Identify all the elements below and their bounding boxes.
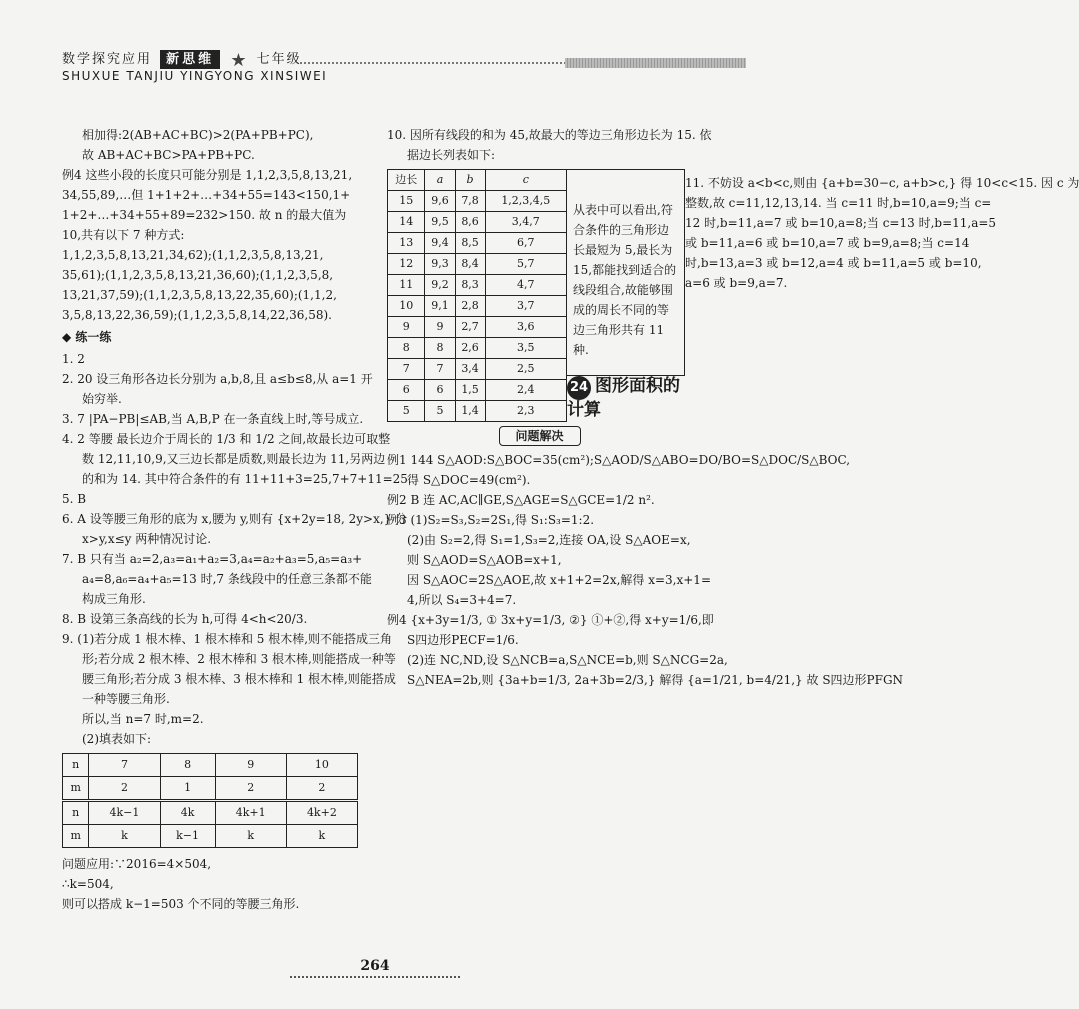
chapter-title-text: 图形面积的计算 — [567, 376, 680, 420]
table-cell: 1,2,3,4,5 — [485, 191, 566, 212]
table-header-cell: 边长 — [388, 170, 425, 191]
solution-line: 时,b=13,a=3 或 b=12,a=4 或 b=11,a=5 或 b=10, — [685, 256, 982, 270]
table-cell: 9,5 — [425, 212, 455, 233]
table-cell: 2 — [215, 777, 286, 801]
header-bar — [565, 58, 746, 68]
table-row — [388, 380, 567, 401]
solution-line: 整数,故 c=11,12,13,14. 当 c=11 时,b=10,a=9;当 c= — [685, 196, 992, 210]
grade-label: 七年级 — [256, 52, 302, 67]
text-line: 据边长列表如下: — [407, 148, 496, 162]
answer-line: 形;若分成 2 根木棒、2 根木棒和 3 根木棒,则能搭成一种等 — [82, 652, 396, 666]
table-header-cell: c — [485, 170, 566, 191]
table-header-cell: a — [425, 170, 455, 191]
table-cell: 3,4,7 — [485, 212, 566, 233]
table-cell: 5 — [425, 401, 455, 422]
table-cell: 4k+1 — [215, 801, 286, 825]
table-cell: 9 — [388, 317, 425, 338]
table-cell: 7 — [425, 359, 455, 380]
right-column — [387, 125, 1079, 690]
table-row — [388, 338, 567, 359]
table-cell: 8,3 — [455, 275, 485, 296]
table-cell: 8 — [425, 338, 455, 359]
answer-line: 9. (1)若分成 1 根木棒、1 根木棒和 5 根木棒,则不能搭成三角 — [62, 632, 393, 646]
text-line: 34,55,89,…但 1+1+2+…+34+55=143<150,1+ — [62, 188, 351, 202]
answer-line: a₄=8,a₆=a₄+a₅=13 时,7 条线段中的任意三条都不能 — [82, 572, 372, 586]
table-cell: 13 — [388, 233, 425, 254]
text-line: 例4 这些小段的长度只可能分别是 1,1,2,3,5,8,13,21, — [62, 168, 353, 182]
example-line: 则 S△AOD=S△AOB=x+1, — [407, 553, 562, 567]
table-cell: 2,7 — [455, 317, 485, 338]
example-line: 例2 B 连 AC,AC∥GE,S△AGE=S△GCE=1/2 n². — [387, 493, 655, 507]
table-row — [388, 254, 567, 275]
table-cell: k — [286, 825, 357, 848]
table-cell: n — [63, 754, 89, 777]
side-length-table — [387, 169, 567, 422]
table-cell: 10 — [286, 754, 357, 777]
answer-line: 3. 7 |PA−PB|≤AB,当 A,B,P 在一条直线上时,等号成立. — [62, 412, 364, 426]
examples-list — [387, 450, 904, 690]
text-line: 13,21,37,59);(1,1,2,3,5,8,13,22,35,60);(1,1,2, — [62, 288, 337, 302]
answer-line: 腰三角形;若分成 3 根木棒、3 根木棒和 1 根木棒,则能搭成 — [82, 672, 396, 686]
table-cell: k — [89, 825, 160, 848]
answer-line: 构成三角形. — [82, 592, 146, 606]
answer-line: 6. A 设等腰三角形的底为 x,腰为 y,则有 {x+2y=18, 2y>x,} 分 — [62, 512, 408, 526]
answer-line: 始穷举. — [82, 392, 122, 406]
page-number: 264 — [360, 958, 390, 974]
left-column — [62, 125, 412, 914]
example-line: (2)由 S₂=2,得 S₁=1,S₃=2,连接 OA,设 S△AOE=x, — [407, 533, 691, 547]
solution-line: 12 时,b=11,a=7 或 b=10,a=8;当 c=13 时,b=11,a=5 — [685, 216, 997, 230]
table-row — [63, 825, 358, 848]
table-cell: 3,6 — [485, 317, 566, 338]
table-cell: m — [63, 825, 89, 848]
table-cell: k−1 — [160, 825, 215, 848]
fill-table — [62, 753, 358, 848]
table-cell: 10 — [388, 296, 425, 317]
text-line: 问题应用:∵2016=4×504, — [62, 857, 212, 871]
text-line: 则可以搭成 k−1=503 个不同的等腰三角形. — [62, 897, 300, 911]
table-cell: 12 — [388, 254, 425, 275]
table-row — [388, 212, 567, 233]
table-note: 从表中可以看出,符合条件的三角形边长最短为 5,最长为 15,都能找到适合的线段组合,故能够围成的周长不同的等边三角形共有 11 种. — [567, 169, 685, 376]
table-cell: 2 — [89, 777, 160, 801]
text-line: 10. 因所有线段的和为 45,故最大的等边三角形边长为 15. 依 — [387, 128, 712, 142]
table-cell: 5,7 — [485, 254, 566, 275]
table-cell: 9,2 — [425, 275, 455, 296]
example-line: 例3 (1)S₂=S₃,S₂=2S₁,得 S₁:S₃=1:2. — [387, 513, 595, 527]
text-line: 10,共有以下 7 种方式: — [62, 228, 185, 242]
answer-line: 数 12,11,10,9,又三边长都是质数,则最长边为 11,另两边 — [82, 452, 386, 466]
table-cell: 14 — [388, 212, 425, 233]
answer-line: 5. B — [62, 492, 87, 506]
table-row — [388, 317, 567, 338]
table-cell: 4,7 — [485, 275, 566, 296]
answer-line: 的和为 14. 其中符合条件的有 11+11+3=25,7+7+11=25. — [82, 472, 412, 486]
answer-line: 4. 2 等腰 最长边介于周长的 1/3 和 1/2 之间,故最长边可取整 — [62, 432, 391, 446]
table-row — [63, 754, 358, 777]
table-cell: 9 — [215, 754, 286, 777]
answer-line: 8. B 设第三条高线的长为 h,可得 4<h<20/3. — [62, 612, 308, 626]
table-row — [388, 296, 567, 317]
star-icon: ★ — [230, 50, 249, 71]
series-title: 数学探究应用 — [62, 52, 153, 67]
table-row — [388, 401, 567, 422]
table-cell: 9,6 — [425, 191, 455, 212]
answer-line: 7. B 只有当 a₂=2,a₃=a₁+a₂=3,a₄=a₂+a₃=5,a₅=a₃+ — [62, 552, 363, 566]
table-cell: 7 — [89, 754, 160, 777]
table-row — [388, 275, 567, 296]
text-line: 1,1,2,3,5,8,13,21,34,62);(1,1,2,3,5,8,13,21, — [62, 248, 324, 262]
table-cell: 2,8 — [455, 296, 485, 317]
table-cell: 4k+2 — [286, 801, 357, 825]
answers-list — [62, 349, 412, 749]
answer-line: (2)填表如下: — [82, 732, 152, 746]
solution-line: 11. 不妨设 a<b<c,则由 {a+b=30−c, a+b>c,} 得 10<c<15. 因 c 为 — [685, 176, 1079, 190]
table-cell: 6,7 — [485, 233, 566, 254]
example-line: 4,所以 S₄=3+4=7. — [407, 593, 517, 607]
section-heading: ◆ 练一练 — [62, 330, 112, 344]
text-line: 35,61);(1,1,2,3,5,8,13,21,36,60);(1,1,2,3,5,8, — [62, 268, 334, 282]
text-line: 3,5,8,13,22,36,59);(1,1,2,3,5,8,14,22,36,58). — [62, 308, 332, 322]
table-cell: 8,5 — [455, 233, 485, 254]
table-cell: 6 — [425, 380, 455, 401]
table-cell: 3,7 — [485, 296, 566, 317]
table-cell: 5 — [388, 401, 425, 422]
table-cell: 8,4 — [455, 254, 485, 275]
brand-logo: 新思维 — [160, 50, 220, 69]
text-line: 1+2+…+34+55+89=232>150. 故 n 的最大值为 — [62, 208, 347, 222]
table-cell: 9 — [425, 317, 455, 338]
example-line: S△NEA=2b,则 {3a+b=1/3, 2a+3b=2/3,} 解得 {a=1/21, b=4/21,} 故 S四边形PFGN — [407, 673, 904, 687]
text-line: 故 AB+AC+BC>PA+PB+PC. — [82, 148, 255, 162]
table-cell: 2,4 — [485, 380, 566, 401]
table-cell: n — [63, 801, 89, 825]
answer-line: 1. 2 — [62, 352, 85, 366]
table-cell: 1,4 — [455, 401, 485, 422]
footer-divider — [290, 976, 460, 978]
table-row — [388, 191, 567, 212]
example-line: S四边形PECF=1/6. — [407, 633, 519, 647]
chapter-number: 24 — [567, 376, 591, 400]
table-cell: 7,8 — [455, 191, 485, 212]
table-header-row — [388, 170, 567, 191]
header-pinyin: SHUXUE TANJIU YINGYONG XINSIWEI — [62, 69, 328, 83]
example-line: 因 S△AOC=2S△AOE,故 x+1+2=2x,解得 x=3,x+1= — [407, 573, 711, 587]
table-cell: 2,6 — [455, 338, 485, 359]
example-line: 例4 {x+3y=1/3, ① 3x+y=1/3, ②} ①+②,得 x+y=1/6,即 — [387, 613, 714, 627]
table-row — [388, 359, 567, 380]
table-cell: 8 — [388, 338, 425, 359]
table-cell: 1,5 — [455, 380, 485, 401]
table-cell: 11 — [388, 275, 425, 296]
table-row — [63, 801, 358, 825]
table-cell: 8 — [160, 754, 215, 777]
answer-line: 所以,当 n=7 时,m=2. — [82, 712, 204, 726]
table-cell: 3,5 — [485, 338, 566, 359]
table-cell: 9,3 — [425, 254, 455, 275]
table-cell: k — [215, 825, 286, 848]
table-cell: 1 — [160, 777, 215, 801]
table-cell: 9,1 — [425, 296, 455, 317]
table-cell: 8,6 — [455, 212, 485, 233]
text-line: 相加得:2(AB+AC+BC)>2(PA+PB+PC), — [82, 128, 314, 142]
table-cell: 4k−1 — [89, 801, 160, 825]
table-cell: 15 — [388, 191, 425, 212]
example-line: 例1 144 S△AOD:S△BOC=35(cm²);S△AOD/S△ABO=DO/BO=S△DOC/S△BOC, — [387, 453, 851, 467]
q10-intro — [387, 125, 712, 165]
table-cell: 3,4 — [455, 359, 485, 380]
table-row — [63, 777, 358, 801]
table-header-cell: b — [455, 170, 485, 191]
problem-application — [62, 854, 368, 914]
running-header — [62, 48, 302, 71]
text-line: ∴k=504, — [62, 877, 114, 891]
answer-line: x>y,x≤y 两种情况讨论. — [82, 532, 212, 546]
table-cell: 7 — [388, 359, 425, 380]
answer-line: 一种等腰三角形. — [82, 692, 170, 706]
table-cell: 9,4 — [425, 233, 455, 254]
table-cell: 2,5 — [485, 359, 566, 380]
problem-solving-label: 问题解决 — [499, 426, 581, 446]
table-cell: 2 — [286, 777, 357, 801]
solution-line: a=6 或 b=9,a=7. — [685, 276, 788, 290]
table-cell: 6 — [388, 380, 425, 401]
table-cell: m — [63, 777, 89, 801]
solution-line: 或 b=11,a=6 或 b=10,a=7 或 b=9,a=8;当 c=14 — [685, 236, 970, 250]
example-line: (2)连 NC,ND,设 S△NCB=a,S△NCE=b,则 S△NCG=2a, — [407, 653, 728, 667]
answer-line: 2. 20 设三角形各边长分别为 a,b,8,且 a≤b≤8,从 a=1 开 — [62, 372, 373, 386]
table-row — [388, 233, 567, 254]
example-line: 得 S△DOC=49(cm²). — [407, 473, 531, 487]
left-intro — [62, 125, 368, 325]
table-cell: 4k — [160, 801, 215, 825]
table-cell: 2,3 — [485, 401, 566, 422]
